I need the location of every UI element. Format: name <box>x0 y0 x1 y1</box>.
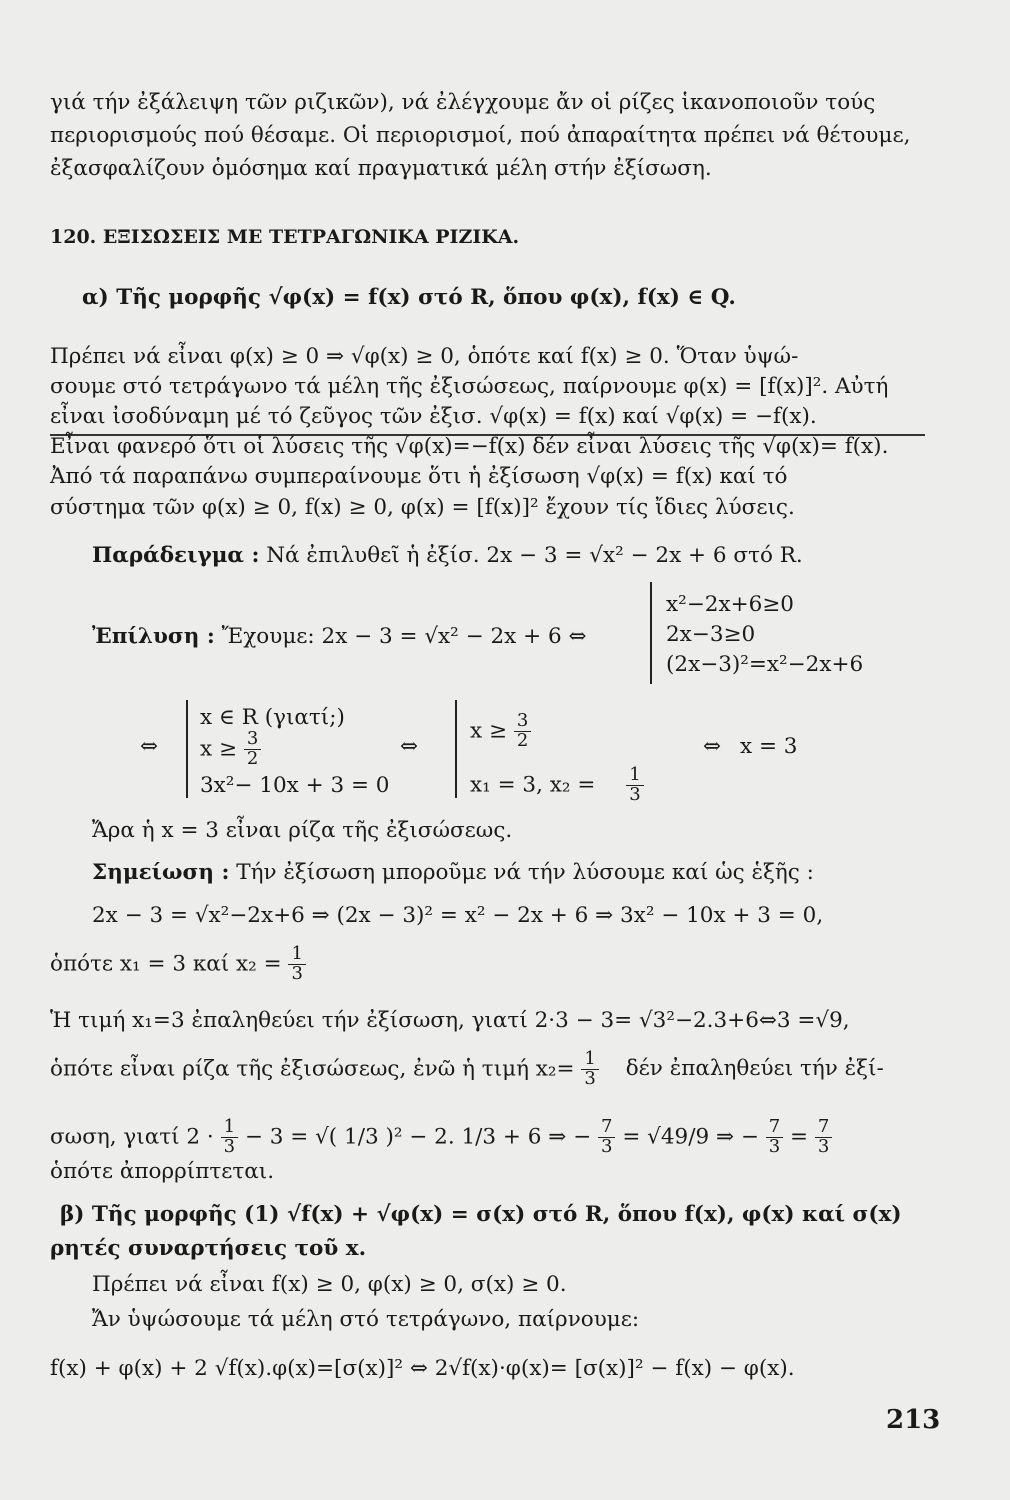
frac-den: 2 <box>516 729 529 751</box>
fraction-one-third <box>626 766 643 805</box>
fraction-one-third-3 <box>581 1050 598 1089</box>
system2-line-3: 3x²− 10x + 3 = 0 <box>200 773 390 798</box>
example-text: Νά ἐπιλυθεῖ ἡ ἐξίσ. 2x − 3 = √x² − 2x + 6 στό R. <box>259 543 803 568</box>
solution-line <box>92 622 587 652</box>
system-bracket-1 <box>650 582 652 684</box>
frac-num: 7 <box>766 1118 783 1138</box>
frac-num: 1 <box>581 1050 598 1070</box>
case-a-heading: α) Τῆς μορφῆς √φ(x) = f(x) στό R, ὅπου φ(x), f(x) ∈ Q. <box>82 285 736 310</box>
note-line <box>92 858 814 888</box>
final-equation: x = 3 <box>740 734 798 759</box>
frac-num: 3 <box>244 730 261 750</box>
para-b-line-2: Ἄν ὑψώσουμε τά μέλη στό τετράγωνο, παίρνουμε: <box>92 1307 640 1332</box>
solution-label: Ἐπίλυση : <box>92 624 215 649</box>
frac-den: 3 <box>584 1067 596 1089</box>
frac-den: 2 <box>246 747 259 769</box>
para-a-line-1: Πρέπει νά εἶναι φ(x) ≥ 0 ⇒ √φ(x) ≥ 0, ὁπότε καί f(x) ≥ 0. Ὅταν ὑψώ- <box>50 344 799 369</box>
frac-num: 7 <box>598 1118 615 1138</box>
frac-den: 3 <box>291 962 303 984</box>
check-line-2 <box>50 1050 884 1089</box>
note-roots-text: ὁπότε x₁ = 3 καί x₂ = <box>50 951 282 977</box>
system3-roots: x₁ = 3, x₂ = <box>470 772 596 798</box>
conclusion: Ἄρα ἡ x = 3 εἶναι ρίζα τῆς ἐξισώσεως. <box>92 818 513 843</box>
system3-line-1 <box>470 712 531 751</box>
note-text: Τήν ἐξίσωση μποροῦμε νά τήν λύσουμε καί ὡς ἑξῆς : <box>229 860 814 885</box>
frac-num: 1 <box>288 945 305 965</box>
check2-a: ὁπότε εἶναι ρίζα τῆς ἐξισώσεως, ἐνῶ ἡ τιμή x₂= <box>50 1056 575 1082</box>
fraction-seven-thirds <box>598 1118 615 1157</box>
intro-line-1: γιά τήν ἐξάλειψη τῶν ριζικῶν), νά ἐλέγχουμε ἄν οἱ ρίζες ἱκανοποιοῦν τούς <box>50 90 876 115</box>
system2-line-2 <box>200 730 261 769</box>
page-number: 213 <box>886 1405 941 1435</box>
fraction-seven-thirds-3 <box>815 1118 832 1157</box>
frac-den: 3 <box>629 783 641 805</box>
frac-num: 1 <box>221 1118 238 1138</box>
fraction-seven-thirds-2 <box>766 1118 783 1157</box>
intro-line-2: περιορισμούς πού θέσαμε. Οἱ περιορισμοί, πού ἀπαραίτητα πρέπει νά θέτουμε, <box>50 123 911 148</box>
frac-den: 3 <box>601 1135 613 1157</box>
intro-line-3: ἐξασφαλίζουν ὁμόσημα καί πραγματικά μέλη στήν ἐξίσωση. <box>50 156 712 181</box>
note-equation: 2x − 3 = √x²−2x+6 ⇒ (2x − 3)² = x² − 2x + 6 ⇒ 3x² − 10x + 3 = 0, <box>92 903 824 928</box>
para-a-line-6: σύστημα τῶν φ(x) ≥ 0, f(x) ≥ 0, φ(x) = [f(x)]² ἔχουν τίς ἴδιες λύσεις. <box>50 495 795 520</box>
para-b-line-3: f(x) + φ(x) + 2 √f(x).φ(x)=[σ(x)]² ⇔ 2√f(x)·φ(x)= [σ(x)]² − f(x) − φ(x). <box>50 1356 795 1381</box>
example-label: Παράδειγμα : <box>92 543 260 568</box>
note-label: Σημείωση : <box>92 860 230 885</box>
check3-a: σωση, γιατί 2 · <box>50 1124 214 1150</box>
system-bracket-3 <box>455 700 457 798</box>
system2-x-geq: x ≥ <box>200 736 237 762</box>
para-a-line-3: εἶναι ἰσοδύναμη μέ τό ζεῦγος τῶν ἐξισ. √φ(x) = f(x) καί √φ(x) = −f(x). <box>50 404 817 429</box>
frac-den: 3 <box>223 1135 236 1157</box>
system1-line-2: 2x−3≥0 <box>666 622 756 647</box>
check3-b: − 3 = √( 1/3 )² − 2. 1/3 + 6 ⇒ − <box>244 1124 592 1150</box>
system1-line-3: (2x−3)²=x²−2x+6 <box>666 652 864 677</box>
equiv-3: ⇔ <box>703 734 722 759</box>
check-line-3 <box>50 1118 832 1157</box>
para-b-line-1: Πρέπει νά εἶναι f(x) ≥ 0, φ(x) ≥ 0, σ(x) ≥ 0. <box>92 1272 567 1297</box>
para-a-line-5: Ἀπό τά παραπάνω συμπεραίνουμε ὅτι ἡ ἐξίσωση √φ(x) = f(x) καί τό <box>50 464 788 489</box>
check-line-1: Ἡ τιμή x₁=3 ἐπαληθεύει τήν ἐξίσωση, γιατί 2·3 − 3= √3²−2.3+6⇔3 =√9, <box>50 1008 850 1033</box>
frac-den: 3 <box>817 1135 830 1157</box>
note-roots <box>50 945 306 984</box>
system-bracket-2 <box>186 700 188 798</box>
frac-den: 3 <box>768 1135 781 1157</box>
case-b-line-1: β) Τῆς μορφῆς (1) √f(x) + √φ(x) = σ(x) στό R, ὅπου f(x), φ(x) καί σ(x) <box>60 1202 902 1227</box>
section-heading: 120. ΕΞΙΣΩΣΕΙΣ ΜΕ ΤΕΤΡΑΓΩΝΙΚΑ ΡΙΖΙΚΑ. <box>50 226 520 248</box>
equiv-1: ⇔ <box>140 734 159 759</box>
frac-num: 7 <box>815 1118 832 1138</box>
fraction-one-third-2 <box>288 945 305 984</box>
fraction-three-halves <box>244 730 261 769</box>
solution-text: Ἔχουμε: 2x − 3 = √x² − 2x + 6 ⇔ <box>214 624 587 649</box>
system1-line-1: x²−2x+6≥0 <box>666 592 794 617</box>
check3-d: = <box>789 1124 808 1150</box>
para-a-line-2: σουμε στό τετράγωνο τά μέλη τῆς ἐξισώσεως, παίρνουμε φ(x) = [f(x)]². Αὐτή <box>50 374 889 399</box>
example-line <box>92 541 803 571</box>
equiv-2: ⇔ <box>400 734 419 759</box>
fraction-one-third-4 <box>221 1118 238 1157</box>
system2-line-1: x ∈ R (γιατί;) <box>200 705 345 730</box>
check2-b: δέν ἐπαληθεύει τήν ἐξί- <box>625 1056 884 1082</box>
frac-num: 3 <box>514 712 531 732</box>
frac-num: 1 <box>626 766 643 786</box>
case-b-line-2: ρητές συναρτήσεις τοῦ x. <box>50 1236 367 1261</box>
rejected-line: ὁπότε ἀπορρίπτεται. <box>50 1159 275 1184</box>
system3-x-geq: x ≥ <box>470 718 507 744</box>
para-a-line-4: Εἶναι φανερό ὅτι οἱ λύσεις τῆς √φ(x)=−f(x) δέν εἶναι λύσεις τῆς √φ(x)= f(x). <box>50 434 889 459</box>
fraction-three-halves-2 <box>514 712 531 751</box>
system3-line-2 <box>470 766 644 805</box>
check3-c: = √49/9 ⇒ − <box>622 1124 759 1150</box>
